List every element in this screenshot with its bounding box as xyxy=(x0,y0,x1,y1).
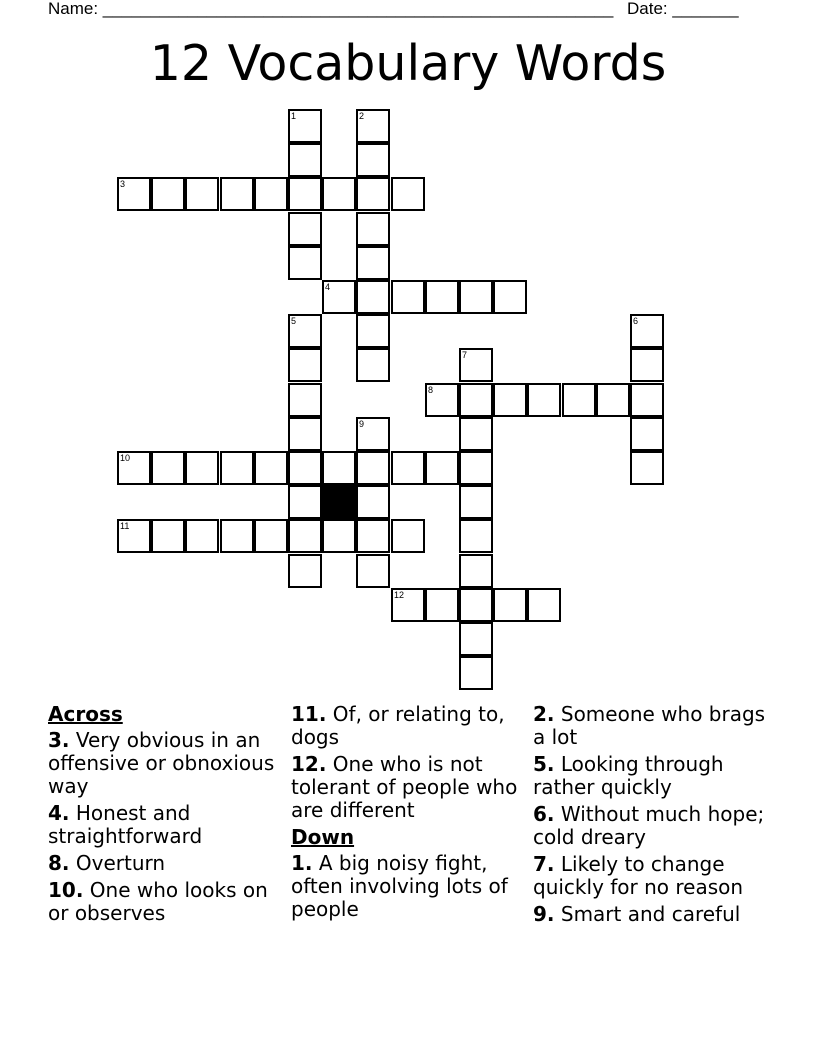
grid-cell[interactable] xyxy=(356,485,390,519)
grid-cell[interactable] xyxy=(288,554,322,588)
grid-cell[interactable] xyxy=(391,451,425,485)
down-clue-6 xyxy=(533,803,769,849)
clue-text: Looking through rather quickly xyxy=(533,752,724,799)
grid-cell[interactable] xyxy=(288,451,322,485)
grid-cell[interactable] xyxy=(459,348,493,382)
grid-cell[interactable] xyxy=(288,109,322,143)
grid-cell[interactable] xyxy=(117,177,151,211)
clue-number-label: 11 xyxy=(120,521,130,531)
grid-cell[interactable] xyxy=(185,519,219,553)
grid-cell[interactable] xyxy=(254,519,288,553)
grid-cell[interactable] xyxy=(185,451,219,485)
grid-cell[interactable] xyxy=(562,383,596,417)
clue-text: Of, or relating to, dogs xyxy=(291,702,505,749)
grid-cell[interactable] xyxy=(356,109,390,143)
down-clue-9 xyxy=(533,903,769,926)
down-clue-1 xyxy=(291,852,527,921)
grid-cell[interactable] xyxy=(356,348,390,382)
grid-cell[interactable] xyxy=(459,519,493,553)
clue-number: 10. xyxy=(48,878,84,902)
clue-text: Likely to change quickly for no reason xyxy=(533,852,744,899)
grid-cell[interactable] xyxy=(630,451,664,485)
down-clue-7 xyxy=(533,853,769,899)
grid-cell[interactable] xyxy=(220,177,254,211)
page-title: 12 Vocabulary Words xyxy=(149,35,667,92)
grid-cell[interactable] xyxy=(288,519,322,553)
clue-number-label: 7 xyxy=(462,350,468,360)
across-clue-8 xyxy=(48,852,284,875)
clue-text: Very obvious in an offensive or obnoxious way xyxy=(48,728,275,798)
grid-cell[interactable] xyxy=(322,451,356,485)
grid-cell[interactable] xyxy=(288,348,322,382)
grid-cell[interactable] xyxy=(356,554,390,588)
grid-cell[interactable] xyxy=(151,177,185,211)
grid-cell[interactable] xyxy=(391,280,425,314)
grid-cell[interactable] xyxy=(425,588,459,622)
clue-text: Without much hope; cold dreary xyxy=(533,802,765,849)
clue-number-label: 6 xyxy=(633,316,639,326)
down-clue-2 xyxy=(533,703,769,749)
grid-cell[interactable] xyxy=(288,383,322,417)
clue-number: 7. xyxy=(533,852,555,876)
grid-cell[interactable] xyxy=(288,314,322,348)
grid-cell[interactable] xyxy=(288,246,322,280)
grid-cell[interactable] xyxy=(254,177,288,211)
grid-cell[interactable] xyxy=(288,177,322,211)
clue-number-label: 4 xyxy=(325,282,331,292)
grid-cell[interactable] xyxy=(493,588,527,622)
clue-number: 1. xyxy=(291,851,313,875)
grid-cell[interactable] xyxy=(459,554,493,588)
clue-number: 3. xyxy=(48,728,70,752)
down-heading: Down xyxy=(291,825,355,849)
clue-column-3 xyxy=(533,703,769,930)
clue-column-2 xyxy=(291,703,527,925)
clue-number: 5. xyxy=(533,752,555,776)
across-heading: Across xyxy=(48,702,123,726)
across-clue-10 xyxy=(48,879,284,925)
clue-number: 6. xyxy=(533,802,555,826)
grid-cell[interactable] xyxy=(356,177,390,211)
clue-text: Smart and careful xyxy=(560,902,741,926)
grid-cell[interactable] xyxy=(356,314,390,348)
grid-cell[interactable] xyxy=(527,588,561,622)
clue-number-label: 2 xyxy=(359,111,365,121)
clue-text: A big noisy fight, often involving lots of people xyxy=(291,851,508,921)
grid-cell[interactable] xyxy=(220,519,254,553)
grid-cell[interactable] xyxy=(630,314,664,348)
grid-cell[interactable] xyxy=(254,451,288,485)
grid-cell[interactable] xyxy=(459,485,493,519)
clue-number: 2. xyxy=(533,702,555,726)
clue-text: One who is not tolerant of people who are different xyxy=(291,752,518,822)
grid-cell[interactable] xyxy=(630,417,664,451)
clue-number-label: 12 xyxy=(394,590,405,600)
grid-cell[interactable] xyxy=(356,212,390,246)
clue-number-label: 10 xyxy=(120,453,131,463)
clue-text: Someone who brags a lot xyxy=(533,702,766,749)
grid-cell[interactable] xyxy=(117,519,151,553)
grid-cell[interactable] xyxy=(425,383,459,417)
clue-column-1 xyxy=(48,703,284,929)
grid-cell[interactable] xyxy=(356,417,390,451)
down-clue-5 xyxy=(533,753,769,799)
clue-number-label: 1 xyxy=(291,111,297,121)
grid-cell[interactable] xyxy=(288,417,322,451)
grid-cell[interactable] xyxy=(459,280,493,314)
grid-cell[interactable] xyxy=(459,588,493,622)
grid-cell[interactable] xyxy=(288,212,322,246)
grid-cell[interactable] xyxy=(459,656,493,690)
clue-number-label: 9 xyxy=(359,419,365,429)
grid-cell[interactable] xyxy=(322,519,356,553)
grid-cell[interactable] xyxy=(220,451,254,485)
clue-number-label: 8 xyxy=(428,385,434,395)
grid-cell[interactable] xyxy=(356,519,390,553)
clue-text: Overturn xyxy=(75,851,166,875)
grid-cell[interactable] xyxy=(288,143,322,177)
clue-number: 8. xyxy=(48,851,70,875)
grid-cell[interactable] xyxy=(356,143,390,177)
grid-cell[interactable] xyxy=(185,177,219,211)
grid-cell[interactable] xyxy=(493,280,527,314)
grid-cell[interactable] xyxy=(288,485,322,519)
black-cell xyxy=(322,485,356,519)
grid-cell[interactable] xyxy=(527,383,561,417)
grid-cell[interactable] xyxy=(493,383,527,417)
grid-cell[interactable] xyxy=(391,177,425,211)
grid-cell[interactable] xyxy=(391,519,425,553)
grid-cell[interactable] xyxy=(151,519,185,553)
clue-number: 4. xyxy=(48,801,70,825)
across-clue-3 xyxy=(48,729,284,798)
grid-cell[interactable] xyxy=(459,417,493,451)
clue-text: Honest and straightforward xyxy=(48,801,203,848)
grid-cell[interactable] xyxy=(391,588,425,622)
across-clue-11 xyxy=(291,703,527,749)
grid-cell[interactable] xyxy=(459,383,493,417)
clue-number: 9. xyxy=(533,902,555,926)
grid-cell[interactable] xyxy=(459,451,493,485)
across-clue-4 xyxy=(48,802,284,848)
grid-cell[interactable] xyxy=(117,451,151,485)
grid-cell[interactable] xyxy=(596,383,630,417)
clue-number: 12. xyxy=(291,752,327,776)
grid-cell[interactable] xyxy=(151,451,185,485)
grid-cell[interactable] xyxy=(425,280,459,314)
grid-cell[interactable] xyxy=(630,348,664,382)
clue-number-label: 3 xyxy=(120,179,126,189)
grid-cell[interactable] xyxy=(356,451,390,485)
grid-cell[interactable] xyxy=(630,383,664,417)
grid-cell[interactable] xyxy=(322,177,356,211)
grid-cell[interactable] xyxy=(459,622,493,656)
grid-cell[interactable] xyxy=(356,280,390,314)
grid-cell[interactable] xyxy=(356,246,390,280)
date-field[interactable]: Date: _______ xyxy=(627,0,739,18)
grid-cell[interactable] xyxy=(322,280,356,314)
name-field[interactable]: Name: ______________________________________________________ xyxy=(48,0,614,18)
grid-cell[interactable] xyxy=(425,451,459,485)
clue-text: One who looks on or observes xyxy=(48,878,268,925)
clue-number: 11. xyxy=(291,702,327,726)
across-clue-12 xyxy=(291,753,527,822)
clue-number-label: 5 xyxy=(291,316,297,326)
